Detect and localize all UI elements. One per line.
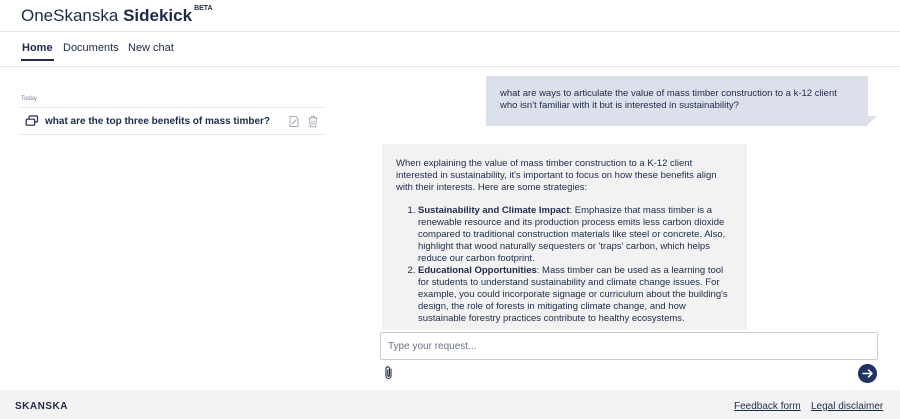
point-text: : Mass timber can be used as a learning tool for students to understand sustainability and climate change issues. For example, you could incorporate signage or curriculum about the building's design, the role of forests in mitigating climate change, and how sustainable forestry practices contribute to healthy ecosystems. <box>418 265 728 324</box>
user-message: what are ways to articulate the value of mass timber construction to a k-12 client who isn't familiar with it but is interested in sustainability? <box>486 76 868 126</box>
history-item[interactable] <box>19 107 325 135</box>
point-heading: Educational Opportunities <box>418 265 537 276</box>
brand-product: Sidekick <box>123 6 193 25</box>
paperclip-icon[interactable] <box>383 365 395 381</box>
legal-disclaimer-link[interactable]: Legal disclaimer <box>811 401 884 412</box>
tab-documents[interactable]: Documents <box>63 42 119 54</box>
assistant-intro: When explaining the value of mass timber construction to a K-12 client interested in sustainability, it's important to focus on how these benefits align with their interests. Here are some strategies: <box>396 158 717 193</box>
send-button[interactable] <box>858 364 877 383</box>
main-nav <box>0 33 900 67</box>
request-input-container <box>380 332 878 360</box>
assistant-points-list <box>396 205 735 325</box>
feedback-form-link[interactable]: Feedback form <box>734 401 801 412</box>
tab-new-chat[interactable]: New chat <box>128 42 174 54</box>
tab-home[interactable]: Home <box>22 42 53 54</box>
history-section-label: Today <box>21 96 38 102</box>
app-header <box>0 0 900 32</box>
request-input[interactable] <box>381 333 877 359</box>
beta-badge: BETA <box>194 5 213 13</box>
app-footer <box>0 390 900 419</box>
assistant-message <box>382 144 747 330</box>
chat-bubbles-icon <box>25 114 39 128</box>
trash-icon[interactable] <box>307 115 319 128</box>
user-message-tail <box>866 116 877 126</box>
point-heading: Sustainability and Climate Impact <box>418 205 570 216</box>
brand-name: OneSkanska <box>21 6 119 25</box>
footer-logo: SKANSKA <box>15 401 68 412</box>
edit-icon[interactable] <box>288 115 300 128</box>
history-item-title: what are the top three benefits of mass timber? <box>45 116 271 127</box>
list-item <box>418 205 735 265</box>
app-brand <box>21 6 213 26</box>
list-item <box>418 265 735 325</box>
point-text: : Emphasize that mass timber is a renewable resource and its production process emits less carbon dioxide compared to traditional construction materials like steel or concrete. Also, highlight that wood naturally sequesters or 'traps' carbon, which helps reduce our carbon footprint. <box>418 205 726 264</box>
